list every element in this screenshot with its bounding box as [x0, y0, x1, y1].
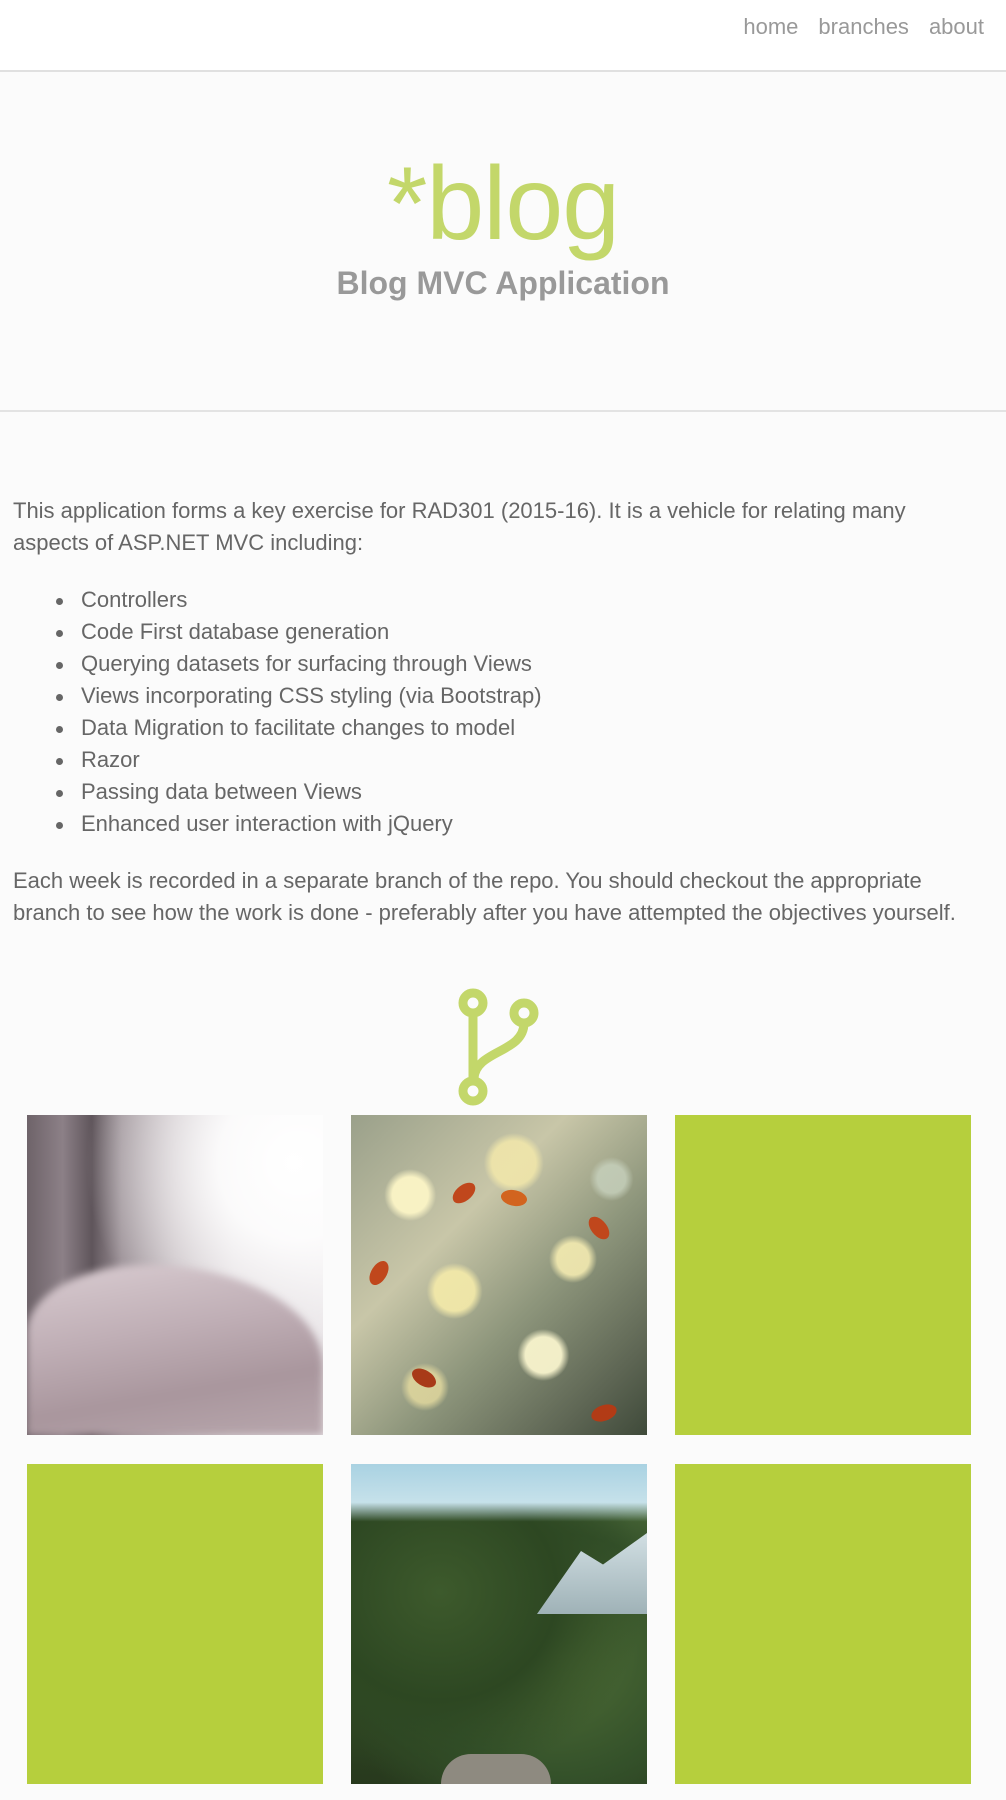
leaf-shape [449, 1180, 480, 1207]
bed-photo[interactable] [27, 1115, 323, 1435]
nav-links [743, 14, 984, 40]
list-item: Razor [81, 744, 983, 776]
git-branch-icon [452, 988, 542, 1113]
green-tile[interactable] [27, 1464, 323, 1784]
nav-link-branches[interactable]: branches [818, 14, 909, 39]
green-tile[interactable] [675, 1464, 971, 1784]
bokeh-leaves-photo[interactable] [351, 1115, 647, 1435]
intro-paragraph: This application forms a key exercise for RAD301 (2015-16). It is a vehicle for relating many aspects of ASP.NET MVC including: [13, 498, 906, 555]
main-content [13, 495, 983, 929]
site-subtitle: Blog MVC Application [336, 265, 670, 301]
list-item: Data Migration to facilitate changes to model [81, 712, 983, 744]
leaf-shape [590, 1403, 618, 1423]
topics-list [13, 584, 983, 840]
bed-sheet-shape [27, 1265, 323, 1435]
nav-link-home[interactable]: home [743, 14, 799, 39]
list-item: Querying datasets for surfacing through Views [81, 648, 983, 680]
top-navbar [0, 0, 1006, 72]
green-tile[interactable] [675, 1115, 971, 1435]
list-item: Code First database generation [81, 616, 983, 648]
nav-link-about[interactable]: about [928, 14, 984, 39]
list-item: Enhanced user interaction with jQuery [81, 808, 983, 840]
site-title: *blog [386, 146, 620, 262]
list-item: Views incorporating CSS styling (via Bootstrap) [81, 680, 983, 712]
stone-wall-shape [441, 1754, 551, 1784]
leaf-shape [409, 1364, 439, 1393]
outro-paragraph: Each week is recorded in a separate branch of the repo. You should checkout the appropriate branch to see how the work is done - preferably after you have attempted the objectives yourself. [13, 868, 956, 925]
forest-photo[interactable] [351, 1464, 647, 1784]
leaf-shape [586, 1213, 613, 1244]
mountain-shape [537, 1524, 647, 1614]
leaf-shape [499, 1186, 529, 1210]
list-item: Passing data between Views [81, 776, 983, 808]
list-item: Controllers [81, 584, 983, 616]
hero-banner [0, 72, 1006, 412]
leaf-shape [365, 1258, 394, 1288]
